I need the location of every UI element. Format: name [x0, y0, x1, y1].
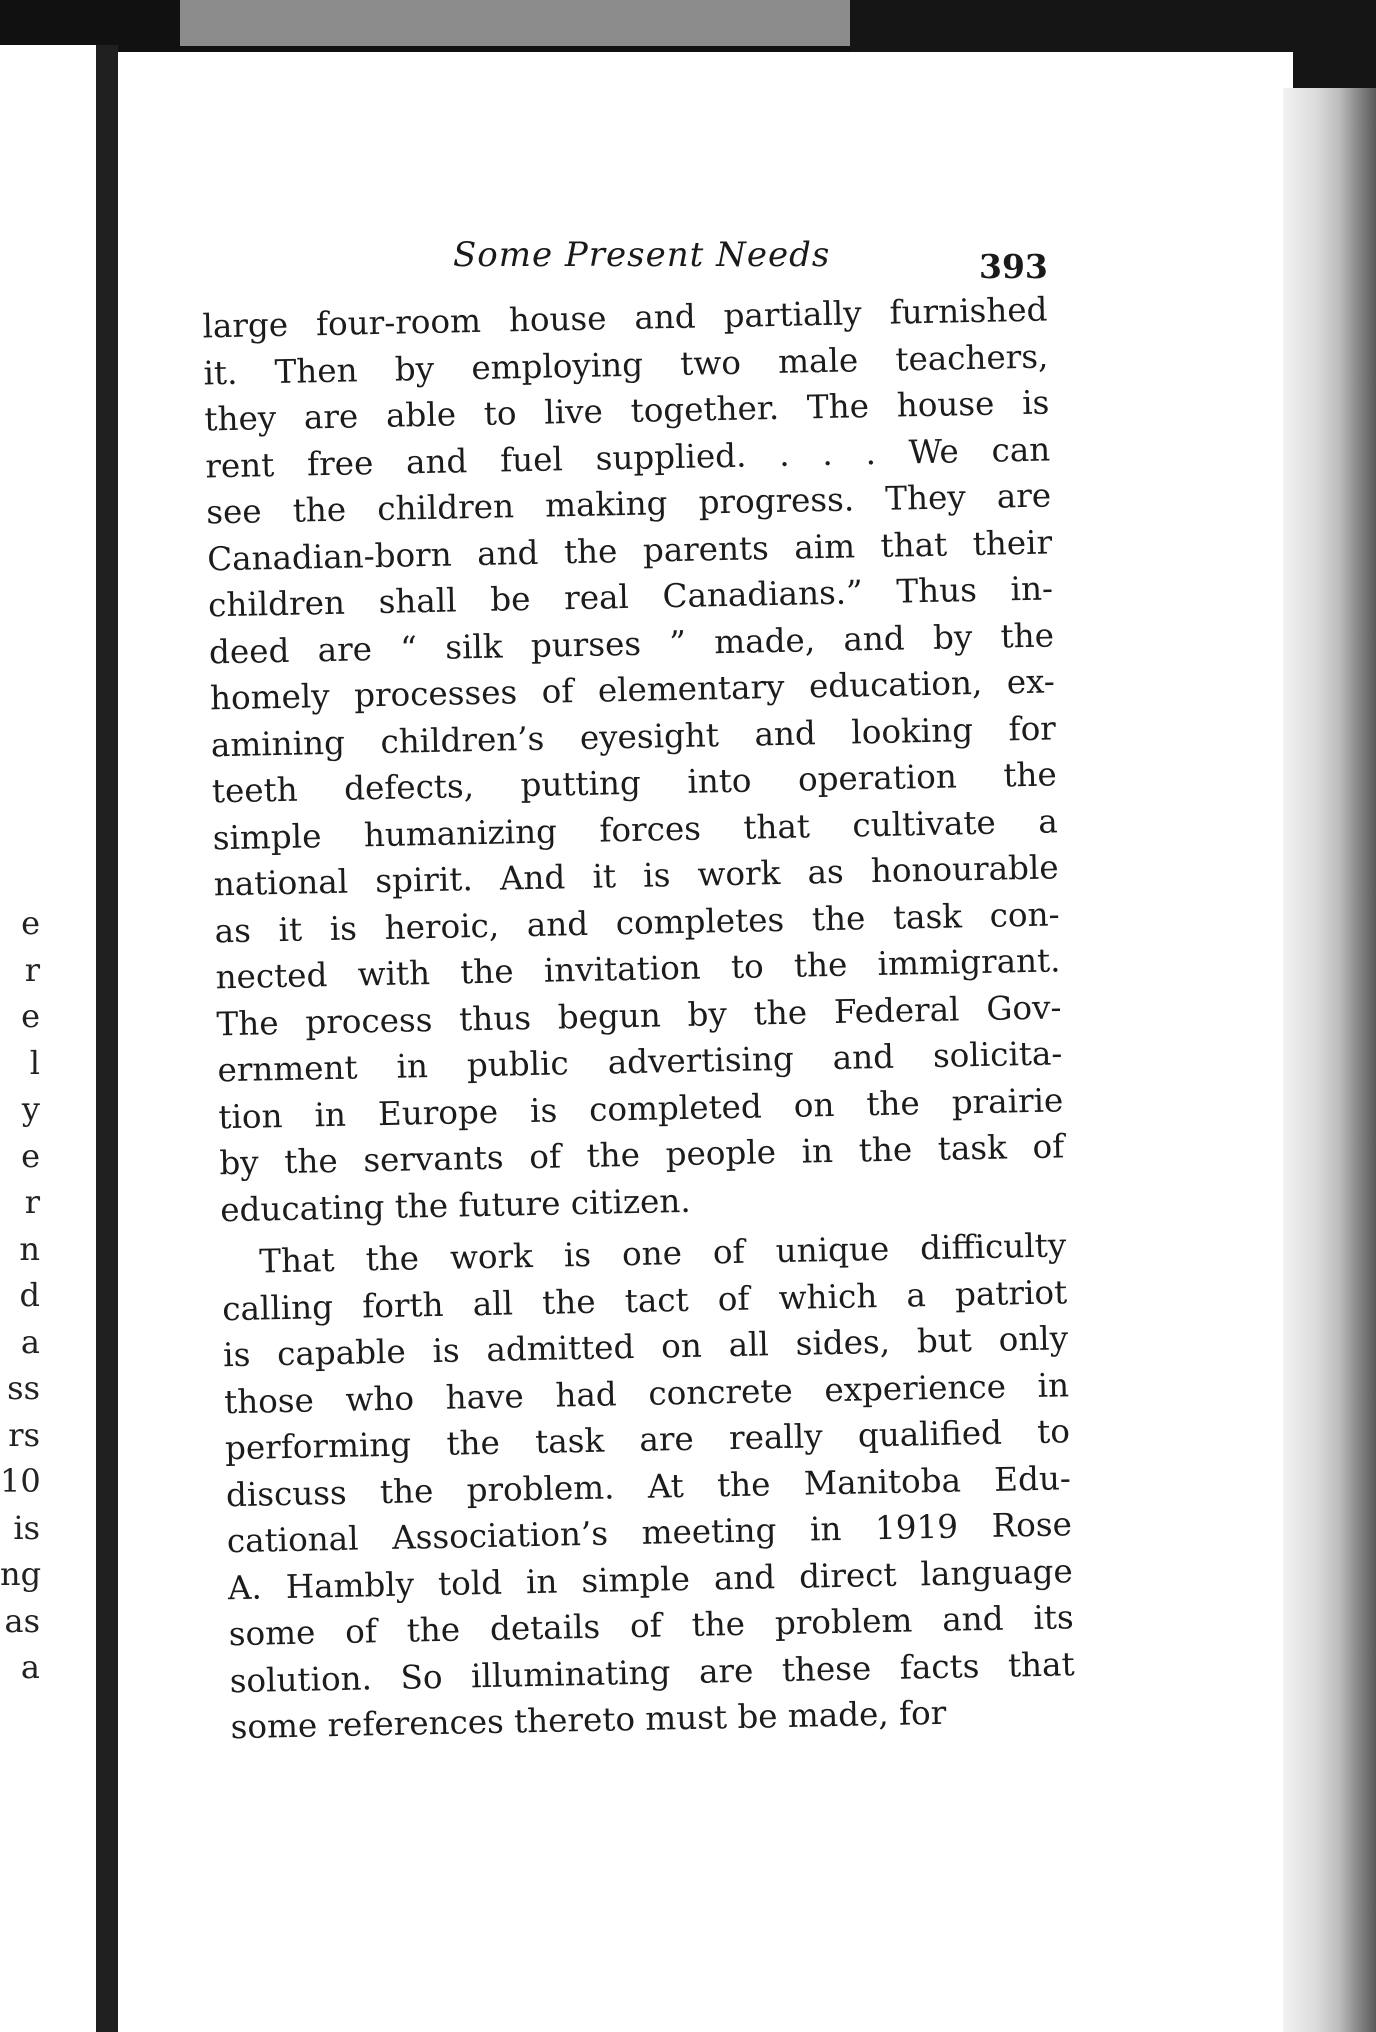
text-line: rent free and fuel supplied. . . . We can	[204, 429, 1051, 485]
text-line: see the children making progress. They are	[205, 476, 1052, 532]
text-line: they are able to live together. The house is	[204, 383, 1050, 439]
text-line: The process thus begun by the Federal Gov-	[216, 987, 1062, 1043]
page-edges	[1283, 88, 1376, 2032]
text-line: That the work is one of unique difficulty	[258, 1226, 1067, 1281]
text-line: solution. So illuminating are these facts that	[229, 1644, 1075, 1700]
paragraph	[221, 1222, 1076, 1750]
text-line: some references thereto must be made, for	[230, 1693, 947, 1747]
text-line: large four-room house and partially furnished	[202, 290, 1048, 346]
text-line: ernment in public advertising and solicita-	[217, 1034, 1063, 1090]
text-line: it. Then by employing two male teachers,	[203, 337, 1049, 392]
text-line: calling forth all the tact of which a patriot	[221, 1272, 1068, 1328]
left-page-text-fragments	[0, 900, 40, 1691]
text-line: is capable is admitted on all sides, but only	[222, 1319, 1069, 1375]
left-page-fragment: r	[24, 950, 40, 989]
text-line: nected with the invitation to the immigrant.	[215, 941, 1061, 997]
text-line: cational Association’s meeting in 1919 Rose	[226, 1505, 1073, 1561]
text-line: teeth defects, putting into operation the	[211, 755, 1058, 811]
left-page-fragment: n	[19, 1229, 40, 1268]
text-line: A. Hambly told in simple and direct language	[227, 1551, 1074, 1607]
page-number: 393	[979, 247, 1048, 286]
text-line: some of the details of the problem and its	[228, 1598, 1075, 1654]
left-page-fragment: a	[20, 1322, 40, 1361]
left-page-fragment: rs	[8, 1415, 40, 1454]
left-page-fragment: y	[21, 1090, 40, 1128]
left-page-fragment: is	[13, 1508, 40, 1547]
text-line: by the servants of the people in the task of	[218, 1127, 1065, 1183]
text-line: tion in Europe is completed on the prairie	[218, 1080, 1064, 1136]
paragraph	[202, 287, 1065, 1234]
left-page-fragment: e	[21, 904, 40, 942]
book-gutter	[96, 45, 118, 2032]
text-line: amining children’s eyesight and looking for	[210, 708, 1057, 764]
left-page-fragment: l	[29, 1043, 40, 1082]
left-page-fragment: e	[21, 997, 40, 1035]
text-line: performing the task are really qualified to	[224, 1412, 1071, 1468]
text-line: educating the future citizen.	[219, 1181, 692, 1229]
left-page-fragment: a	[20, 1648, 40, 1686]
text-line: deed are “ silk purses ” made, and by the	[208, 615, 1055, 671]
text-line: national spirit. And it is work as honourable	[213, 848, 1059, 904]
book-cover-top-edge	[180, 0, 850, 46]
left-page-fragment: ss	[7, 1369, 40, 1407]
left-page-fragment: ng	[0, 1555, 42, 1593]
text-line: homely processes of elementary education, ex-	[209, 662, 1056, 718]
running-head: Some Present Needs	[453, 235, 831, 275]
text-line: Canadian-born and the parents aim that their	[206, 522, 1053, 578]
body-text	[202, 287, 1076, 1751]
left-page-fragment: d	[19, 1276, 40, 1314]
text-line: children shall be real Canadians.” Thus in-	[207, 569, 1054, 625]
text-line: those who have had concrete experience in	[223, 1365, 1070, 1421]
left-page-fragment: as	[4, 1601, 40, 1640]
page-header	[445, 235, 1048, 295]
text-line: discuss the problem. At the Manitoba Edu-	[225, 1458, 1072, 1514]
left-page-fragment: r	[24, 1183, 40, 1221]
text-line: simple humanizing forces that cultivate a	[212, 801, 1059, 857]
text-line: as it is heroic, and completes the task con-	[214, 894, 1060, 950]
left-page-fragment: 10	[0, 1462, 41, 1500]
left-page-fragment: e	[21, 1136, 40, 1175]
